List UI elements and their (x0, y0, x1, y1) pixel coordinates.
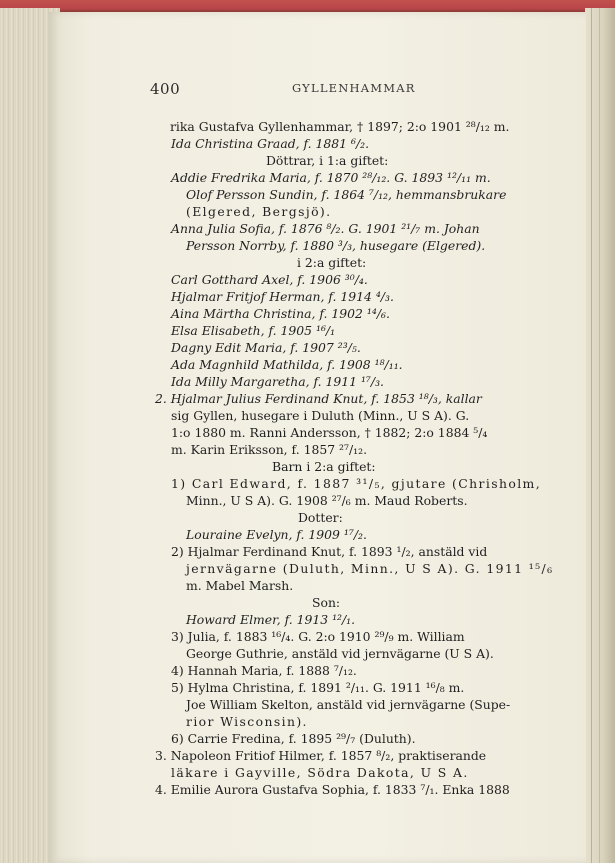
text-line: Minn., U S A). G. 1908 ²⁷/₆ m. Maud Roberts. (186, 493, 468, 508)
text-line: Barn i 2:a giftet: (272, 459, 376, 474)
text-line: Addie Fredrika Maria, f. 1870 ²⁸/₁₂. G. 1893 ¹²/₁₁ m. (171, 170, 491, 185)
text-line: Howard Elmer, f. 1913 ¹²/₁. (186, 612, 356, 627)
text-line: 3) Julia, f. 1883 ¹⁶/₄. G. 2:o 1910 ²⁹/₉ m. William (171, 629, 465, 644)
text-line: Ida Milly Margaretha, f. 1911 ¹⁷/₃. (171, 374, 384, 389)
text-line: Joe William Skelton, anstäld vid jernvägarne (Supe- (186, 697, 511, 712)
text-line: George Guthrie, anstäld vid jernvägarne (U S A). (186, 646, 494, 661)
running-title: GYLLENHAMMAR (292, 81, 416, 95)
text-line: 3. Napoleon Fritiof Hilmer, f. 1857 ⁸/₂, praktiserande (155, 748, 487, 763)
text-line: Dagny Edit Maria, f. 1907 ²³/₅. (171, 340, 361, 355)
text-line: 4. Emilie Aurora Gustafva Sophia, f. 1833 ⁷/₁. Enka 1888 (155, 782, 510, 797)
red-cover-edge (0, 0, 615, 12)
text-line: 2. Hjalmar Julius Ferdinand Knut, f. 1853 ¹⁸/₃, kallar (155, 391, 482, 406)
page-stack-right (585, 8, 615, 863)
text-line: 5) Hylma Christina, f. 1891 ²/₁₁. G. 1911 ¹⁶/₈ m. (171, 680, 465, 695)
text-line: 1) Carl Edward, f. 1887 ³¹/₅, gjutare (Chrisholm, (171, 476, 542, 491)
page-number: 400 (150, 80, 181, 98)
text-line: 4) Hannah Maria, f. 1888 ⁷/₁₂. (171, 663, 357, 678)
text-line: Döttrar, i 1:a giftet: (266, 153, 389, 168)
text-line: 2) Hjalmar Ferdinand Knut, f. 1893 ¹/₂, anstäld vid (171, 544, 488, 559)
text-line: 1:o 1880 m. Ranni Andersson, † 1882; 2:o 1884 ⁵/₄ (171, 425, 488, 440)
text-line: Persson Norrby, f. 1880 ³/₃, husegare (Elgered). (186, 238, 486, 253)
text-line: Ada Magnhild Mathilda, f. 1908 ¹⁸/₁₁. (171, 357, 403, 372)
text-line: Anna Julia Sofia, f. 1876 ⁸/₂. G. 1901 ²¹/₇ m. Johan (171, 221, 480, 236)
text-line: läkare i Gayville, Södra Dakota, U S A. (171, 765, 469, 780)
text-line: Carl Gotthard Axel, f. 1906 ³⁰/₄. (171, 272, 368, 287)
text-line: (Elgered, Bergsjö). (186, 204, 332, 219)
text-line: rika Gustafva Gyllenhammar, † 1897; 2:o 1901 ²⁸/₁₂ m. (170, 119, 510, 134)
text-line: sig Gyllen, husegare i Duluth (Minn., U S A). G. (171, 408, 470, 423)
text-line: jernvägarne (Duluth, Minn., U S A). G. 1911 ¹⁵/₆ (186, 561, 554, 576)
text-line: Ida Christina Graad, f. 1881 ⁶/₂. (171, 136, 370, 151)
text-line: Hjalmar Fritjof Herman, f. 1914 ⁴/₃. (171, 289, 394, 304)
text-line: rior Wisconsin). (186, 714, 308, 729)
text-line: Louraine Evelyn, f. 1909 ¹⁷/₂. (186, 527, 367, 542)
text-line: m. Karin Eriksson, f. 1857 ²⁷/₁₂. (171, 442, 368, 457)
text-line: i 2:a giftet: (297, 255, 367, 270)
text-line: Son: (312, 595, 341, 610)
text-line: Dotter: (298, 510, 343, 525)
text-line: Olof Persson Sundin, f. 1864 ⁷/₁₂, hemmansbrukare (186, 187, 507, 202)
text-line: m. Mabel Marsh. (186, 578, 294, 593)
text-line: 6) Carrie Fredina, f. 1895 ²⁹/₇ (Duluth). (171, 731, 416, 746)
text-line: Aina Märtha Christina, f. 1902 ¹⁴/₆. (171, 306, 390, 321)
text-line: Elsa Elisabeth, f. 1905 ¹⁶/₁ (171, 323, 336, 338)
